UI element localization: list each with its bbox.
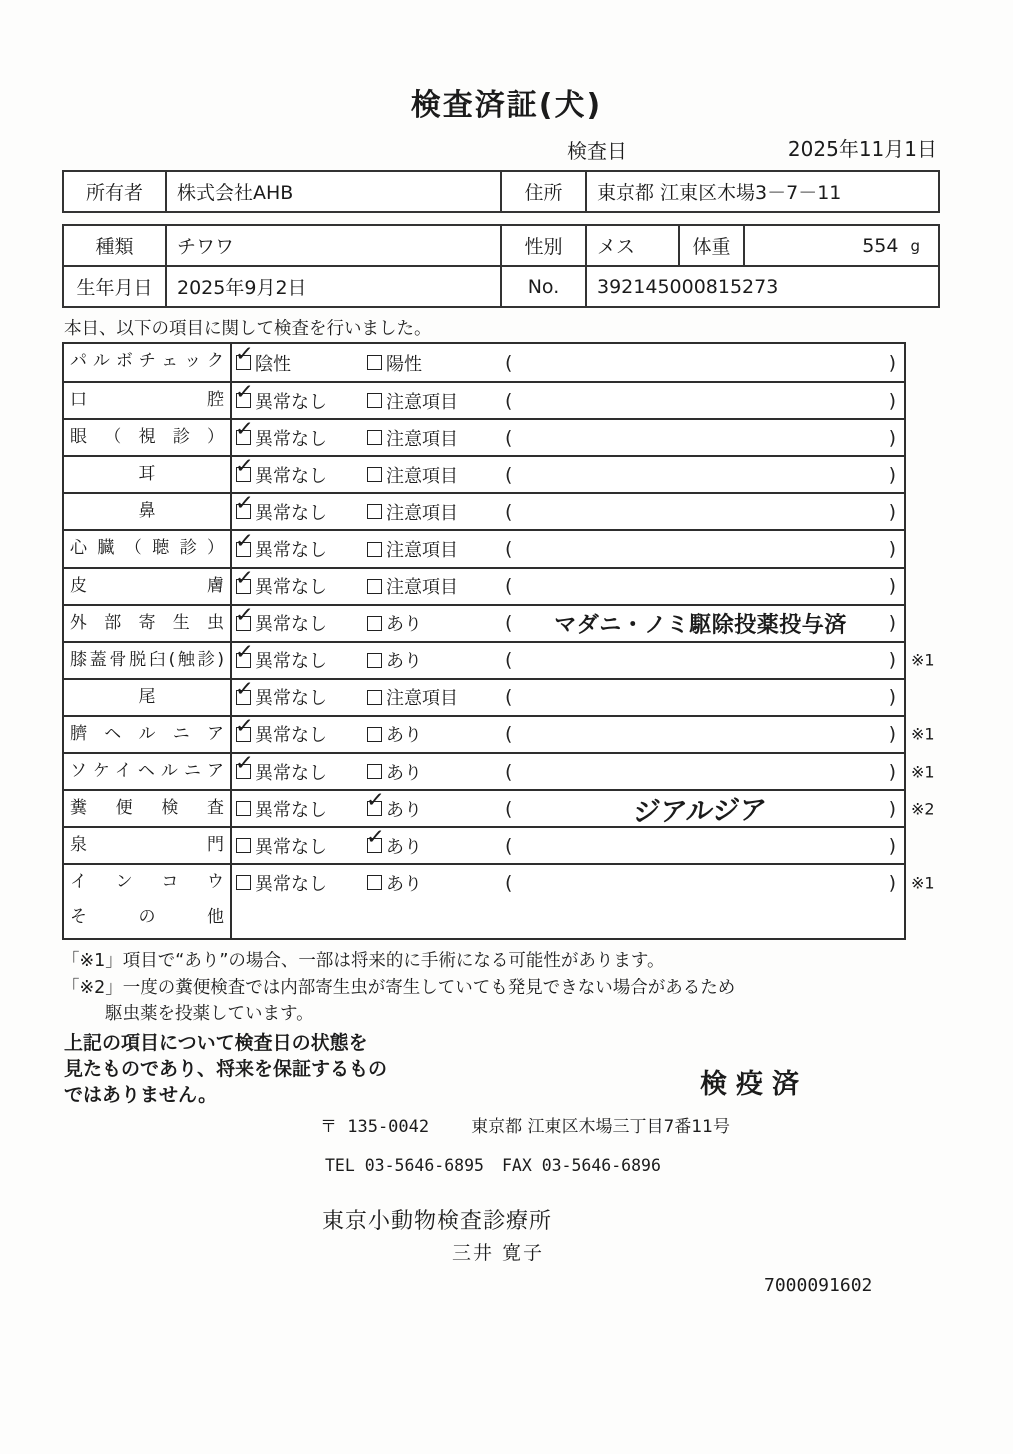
birth-row xyxy=(64,265,938,306)
row-label: 皮膚 xyxy=(64,569,232,604)
checkbox xyxy=(367,579,382,594)
ref-mark: ※2 xyxy=(911,799,935,819)
checkbox xyxy=(236,838,251,853)
ref-mark: ※1 xyxy=(911,650,935,670)
table-row xyxy=(64,863,935,900)
paren-close: ) xyxy=(888,723,896,746)
paren-close: ) xyxy=(888,463,896,486)
ref-mark: ※1 xyxy=(911,873,935,893)
vet-name: 三井 寛子 xyxy=(452,1242,545,1264)
table-row xyxy=(64,678,904,715)
birth-value-cell: 2025年9月2日 xyxy=(167,267,502,306)
birth-label-cell: 生年月日 xyxy=(64,267,167,306)
option-1 xyxy=(234,341,367,376)
note-text: ジアルジア xyxy=(632,795,769,829)
option-label: 異常なし xyxy=(255,836,327,858)
option-label: 異常なし xyxy=(255,391,327,413)
checkbox xyxy=(234,416,255,445)
paren-open: ( xyxy=(505,612,513,635)
breed-value-cell: チワワ xyxy=(167,226,502,265)
table-row xyxy=(64,713,935,752)
footnote-2-line1: 「※2」一度の糞便検査では内部寄生虫が寄生していても発見できない場合があるため xyxy=(62,978,736,998)
option-2 xyxy=(367,870,505,896)
paren-open: ( xyxy=(505,426,513,449)
option-2 xyxy=(367,388,505,414)
row-label: インコウ xyxy=(64,865,232,900)
row-label: 鼻 xyxy=(64,494,232,529)
option-1 xyxy=(234,564,367,599)
option-1 xyxy=(234,713,367,747)
option-label: 陰性 xyxy=(255,353,291,375)
option-1 xyxy=(234,453,367,488)
other-row xyxy=(64,900,904,937)
option-label: 異常なし xyxy=(255,762,327,784)
row-label: ソケイヘルニア xyxy=(64,754,232,789)
checkbox xyxy=(234,602,255,631)
checkbox xyxy=(367,393,382,408)
row-label: 口腔 xyxy=(64,383,232,418)
checkbox xyxy=(367,616,382,631)
option-1 xyxy=(234,676,367,710)
checkbox xyxy=(236,801,251,816)
option-2 xyxy=(367,425,505,451)
option-2 xyxy=(367,462,505,488)
weight-value-cell xyxy=(745,226,938,265)
checkmark: ✓ xyxy=(234,490,255,518)
option-label: あり xyxy=(386,614,422,636)
disclaimer-line2: 見たものであり、将来を保証するもの xyxy=(64,1058,388,1080)
note-text: マダニ・ノミ駆除投薬投与済 xyxy=(554,612,847,638)
checkmark: ✓ xyxy=(234,713,255,740)
clinic-name: 東京小動物検査診療所 xyxy=(322,1209,553,1234)
option-1 xyxy=(234,527,367,562)
checkbox xyxy=(365,824,386,853)
clinic-address: 東京都 江東区木場三丁目7番11号 xyxy=(471,1117,730,1137)
owner-row xyxy=(64,172,938,211)
paren-close: ) xyxy=(888,612,896,635)
checkbox xyxy=(367,504,382,519)
option-1 xyxy=(236,796,367,822)
option-label: あり xyxy=(386,799,422,821)
owner-table xyxy=(62,170,940,213)
table-row xyxy=(64,787,935,829)
option-label: あり xyxy=(386,836,422,858)
paren-close: ) xyxy=(888,426,896,449)
paren-open: ( xyxy=(505,723,513,746)
postal-code: 〒 135-0042 xyxy=(320,1117,430,1137)
checkmark: ✓ xyxy=(234,453,255,480)
paren-open: ( xyxy=(505,834,513,857)
other-row-label: その他 xyxy=(64,900,232,937)
sex-value-cell: メス xyxy=(587,226,680,265)
option-label: 異常なし xyxy=(255,465,327,487)
option-label: 注意項目 xyxy=(386,688,458,710)
option-1 xyxy=(234,750,367,785)
checkbox xyxy=(367,875,382,890)
inspection-date-label: 検査日 xyxy=(567,139,627,163)
row-label: 泉門 xyxy=(64,828,232,863)
sex-label-cell: 性別 xyxy=(502,226,587,265)
option-1 xyxy=(236,833,367,859)
option-2 xyxy=(367,684,505,710)
table-row xyxy=(64,492,904,529)
row-label: 耳 xyxy=(64,457,232,492)
checkbox xyxy=(367,542,382,557)
option-label: あり xyxy=(386,651,422,673)
paren-open: ( xyxy=(505,351,513,374)
option-label: 異常なし xyxy=(255,577,327,599)
option-label: 注意項目 xyxy=(386,577,458,599)
checkmark: ✓ xyxy=(234,750,255,777)
paren-open: ( xyxy=(505,500,513,523)
footnote-2-line2: 駆虫薬を投薬しています。 xyxy=(105,1004,314,1024)
checkbox xyxy=(367,355,382,370)
paren-close: ) xyxy=(888,871,896,894)
option-1 xyxy=(234,490,367,525)
option-label: 注意項目 xyxy=(386,540,458,562)
checkmark: ✓ xyxy=(234,416,255,443)
checkbox xyxy=(236,875,251,890)
checkbox xyxy=(367,764,382,779)
option-label: 注意項目 xyxy=(386,391,458,413)
row-label: 外部寄生虫 xyxy=(64,606,232,641)
checkmark: ✓ xyxy=(365,787,386,814)
address-label-cell: 住所 xyxy=(502,172,587,211)
checkbox xyxy=(234,750,255,779)
paren-close: ) xyxy=(888,538,896,561)
option-2 xyxy=(365,787,505,822)
table-row xyxy=(64,381,904,418)
checkbox xyxy=(367,727,382,742)
paren-open: ( xyxy=(505,649,513,672)
disclaimer-line3: ではありません。 xyxy=(64,1084,218,1106)
table-row xyxy=(64,604,904,641)
owner-value-cell: 株式会社AHB xyxy=(167,172,502,211)
row-label: 尾 xyxy=(64,680,232,715)
weight-unit: g xyxy=(910,236,920,255)
ref-mark: ※1 xyxy=(911,762,935,782)
option-2 xyxy=(367,573,505,599)
paren-open: ( xyxy=(505,686,513,709)
inspection-table xyxy=(62,341,935,940)
checkbox xyxy=(234,564,255,594)
option-label: 異常なし xyxy=(255,428,327,450)
paren-close: ) xyxy=(888,575,896,598)
disclaimer-line1: 上記の項目について検査日の状態を xyxy=(64,1032,368,1054)
table-row xyxy=(64,826,904,863)
checkmark: ✓ xyxy=(234,639,255,666)
option-label: 異常なし xyxy=(255,873,327,895)
option-label: 異常なし xyxy=(255,614,327,636)
intro-text: 本日、以下の項目に関して検査を行いました。 xyxy=(64,319,432,339)
owner-label-cell: 所有者 xyxy=(64,172,167,211)
option-1 xyxy=(234,602,367,636)
table-row xyxy=(64,529,904,566)
option-2 xyxy=(365,824,505,859)
paren-open: ( xyxy=(505,797,513,820)
inspection-date-value: 2025年11月1日 xyxy=(787,137,937,161)
checkmark: ✓ xyxy=(234,379,255,406)
checkbox xyxy=(234,639,255,668)
option-label: 異常なし xyxy=(255,725,327,747)
checkbox xyxy=(367,467,382,482)
option-label: 注意項目 xyxy=(386,502,458,524)
paren-open: ( xyxy=(505,575,513,598)
document-number: 7000091602 xyxy=(764,1275,873,1296)
animal-table xyxy=(62,224,940,308)
table-row xyxy=(64,455,904,492)
option-2 xyxy=(367,499,505,525)
checkmark: ✓ xyxy=(234,564,255,592)
breed-row xyxy=(64,226,938,265)
address-value-cell: 東京都 江東区木場3－7－11 xyxy=(597,182,842,204)
weight-value: 554 xyxy=(862,234,899,257)
paren-open: ( xyxy=(505,389,513,412)
option-1 xyxy=(234,379,367,414)
checkmark: ✓ xyxy=(234,602,255,629)
option-label: 異常なし xyxy=(255,688,327,710)
option-label: 異常なし xyxy=(255,651,327,673)
paren-close: ) xyxy=(888,649,896,672)
option-1 xyxy=(234,639,367,673)
option-2 xyxy=(367,721,505,747)
ref-mark: ※1 xyxy=(911,724,935,744)
option-1 xyxy=(234,416,367,451)
option-2 xyxy=(367,647,505,673)
row-label: 膝蓋骨脱臼(触診) xyxy=(64,643,232,678)
paren-open: ( xyxy=(505,760,513,783)
other-value-cell xyxy=(232,900,904,937)
checkbox xyxy=(234,713,255,742)
checkmark: ✓ xyxy=(234,676,255,703)
paren-close: ) xyxy=(888,686,896,709)
checkbox xyxy=(234,490,255,519)
paren-close: ) xyxy=(888,797,896,820)
option-2 xyxy=(367,610,505,636)
option-label: 異常なし xyxy=(255,799,327,821)
clinic-address-line xyxy=(320,1112,730,1137)
row-label: 心臓（聴診） xyxy=(64,531,232,566)
checkbox xyxy=(234,379,255,408)
breed-label-cell: 種類 xyxy=(64,226,167,265)
paren-close: ) xyxy=(888,834,896,857)
tel-number: TEL 03-5646-6895 xyxy=(325,1156,484,1175)
weight-label-cell: 体重 xyxy=(680,226,745,265)
table-row xyxy=(64,639,935,678)
option-label: あり xyxy=(386,725,422,747)
row-label: パルボチェック xyxy=(64,344,232,381)
paren-close: ) xyxy=(888,389,896,412)
tel-fax-line xyxy=(325,1156,661,1175)
checkbox xyxy=(234,676,255,705)
no-label-cell: No. xyxy=(502,267,587,306)
option-2 xyxy=(367,350,505,376)
option-label: 陽性 xyxy=(386,353,422,375)
option-1 xyxy=(236,870,367,896)
footnote-1: 「※1」項目で“あり”の場合、一部は将来的に手術になる可能性があります。 xyxy=(62,951,665,971)
checkbox xyxy=(234,341,255,370)
paren-open: ( xyxy=(505,538,513,561)
option-2 xyxy=(367,536,505,562)
checkmark: ✓ xyxy=(365,824,386,851)
table-row xyxy=(64,341,904,381)
option-label: 注意項目 xyxy=(386,465,458,487)
option-label: あり xyxy=(386,873,422,895)
row-label: 糞便検査 xyxy=(64,791,232,826)
option-label: 注意項目 xyxy=(386,428,458,450)
checkmark: ✓ xyxy=(234,341,255,368)
option-label: あり xyxy=(386,762,422,784)
option-label: 異常なし xyxy=(255,540,327,562)
checkbox xyxy=(234,527,255,557)
table-row xyxy=(64,564,904,604)
option-label: 異常なし xyxy=(255,502,327,524)
checkbox xyxy=(367,430,382,445)
checkmark: ✓ xyxy=(234,527,255,555)
paren-close: ) xyxy=(888,760,896,783)
checkbox xyxy=(367,690,382,705)
paren-close: ) xyxy=(888,351,896,374)
paren-open: ( xyxy=(505,871,513,894)
disclaimer-text xyxy=(64,1030,387,1108)
checkbox xyxy=(234,453,255,482)
checkbox xyxy=(367,653,382,668)
option-2 xyxy=(367,759,505,785)
row-label: 臍ヘルニア xyxy=(64,717,232,752)
quarantine-stamp: 検疫済 xyxy=(700,1069,808,1100)
page-title: 検査済証(犬) xyxy=(410,88,603,123)
paren-open: ( xyxy=(505,463,513,486)
table-row xyxy=(64,750,935,789)
paren-close: ) xyxy=(888,500,896,523)
table-row xyxy=(64,418,904,455)
checkbox xyxy=(365,787,386,816)
no-value-cell: 392145000815273 xyxy=(597,275,779,298)
row-label: 眼（視診） xyxy=(64,420,232,455)
fax-number: FAX 03-5646-6896 xyxy=(501,1156,661,1175)
